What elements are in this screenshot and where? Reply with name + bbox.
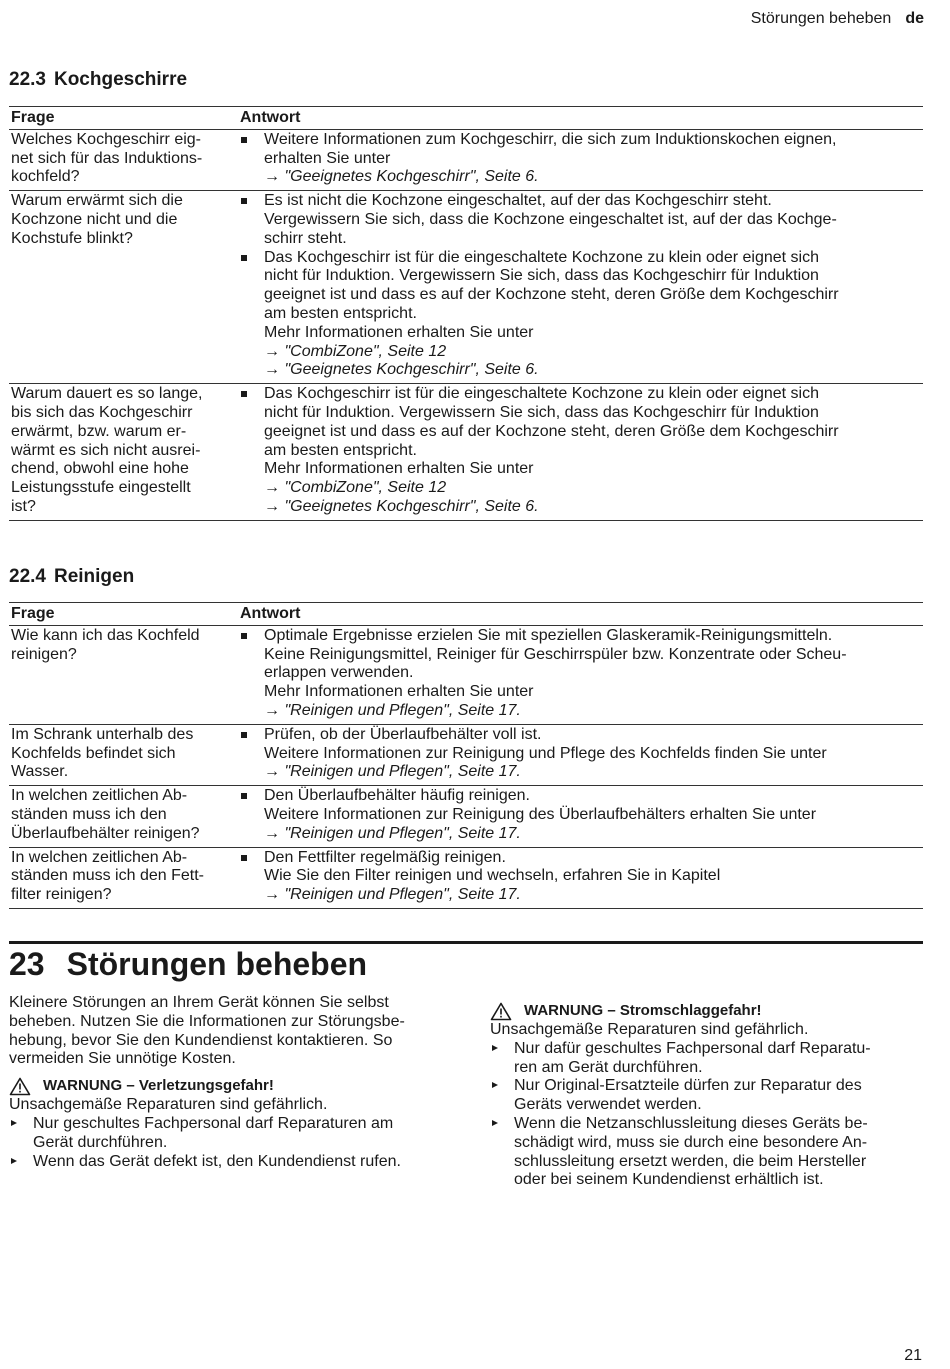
chapter-number: 23 <box>9 946 45 982</box>
left-column <box>9 994 449 1171</box>
cross-reference-link[interactable]: → "Geeignetes Kochgeschirr", Seite 6. <box>264 361 539 379</box>
table-header-row <box>9 107 923 130</box>
cross-reference-link[interactable]: → "CombiZone", Seite 12 <box>264 342 447 360</box>
chapter-title-text: Störungen beheben <box>66 946 368 982</box>
list-item: Nur dafür geschultes Fachpersonal darf Reparatu- ren am Gerät durchführen. <box>490 1040 920 1078</box>
section-title-text: Kochgeschirre <box>53 69 188 90</box>
table-row <box>9 129 923 190</box>
arrow-right-icon: → <box>264 497 285 515</box>
warning-triangle-icon <box>9 1077 31 1096</box>
arrow-right-icon: → <box>264 886 285 904</box>
arrow-right-icon: → <box>264 479 285 497</box>
answer-item: Das Kochgeschirr ist für die eingeschaltete Kochzone zu klein oder eignet sich nicht für Induktion. Vergewissern Sie sich, dass das Kochgeschirr für Induktion geeignet ist und dass es auf der Kochzone steht, deren Größe dem Kochgeschirr am besten entspricht. Mehr Informationen erhalten Sie unter → "CombiZone", Seite 12 → "Geeignetes Kochgeschirr", Seite 6. <box>240 385 921 517</box>
table-row <box>9 625 923 724</box>
cross-reference-link[interactable]: → "Geeignetes Kochgeschirr", Seite 6. <box>264 168 539 186</box>
question-cell: Warum erwärmt sich die Kochzone nicht und die Kochstufe blinkt? <box>9 191 238 384</box>
warning-list-injury <box>9 1115 449 1171</box>
answer-item: Das Kochgeschirr ist für die eingeschaltete Kochzone zu klein oder eignet sich nicht für Induktion. Vergewissern Sie sich, dass das Kochgeschirr für Induktion geeignet ist und dass es auf der Kochzone steht, deren Größe dem Kochgeschirr am besten entspricht. Mehr Informationen erhalten Sie unter → "CombiZone", Seite 12 → "Geeignetes Kochgeschirr", Seite 6. <box>240 249 921 381</box>
answer-cell <box>238 786 923 847</box>
answer-cell <box>238 384 923 521</box>
column-header-answer: Antwort <box>238 603 923 626</box>
chapter-title <box>9 946 367 983</box>
chapter-intro: Kleinere Störungen an Ihrem Gerät können Sie selbst beheben. Nutzen Sie die Informationen zur Störungsbe- hebung, bevor Sie den Kundendienst kontaktieren. So vermeiden Sie unnötige Kosten. <box>9 994 405 1068</box>
question-cell: In welchen zeitlichen Ab- ständen muss ich den Überlaufbehälter reinigen? <box>9 786 238 847</box>
cross-reference-link[interactable]: → "Reinigen und Pflegen", Seite 17. <box>264 886 521 904</box>
list-item: Nur geschultes Fachpersonal darf Reparaturen am Gerät durchführen. <box>9 1115 449 1153</box>
warning-title-injury: WARNUNG – Verletzungsgefahr! <box>9 1077 449 1096</box>
answer-cell <box>238 724 923 785</box>
warning-triangle-icon <box>490 1002 512 1021</box>
list-item: Wenn das Gerät defekt ist, den Kundendienst rufen. <box>9 1153 449 1172</box>
arrow-right-icon: → <box>264 361 285 379</box>
table-header-row <box>9 603 923 626</box>
chapter-divider <box>9 941 923 944</box>
list-item: Nur Original-Ersatzteile dürfen zur Reparatur des Geräts verwendet werden. <box>490 1077 920 1115</box>
answer-cell <box>238 129 923 190</box>
cross-reference-link[interactable]: → "CombiZone", Seite 12 <box>264 479 447 497</box>
column-header-answer: Antwort <box>238 107 923 130</box>
section-title-22-4 <box>9 566 134 588</box>
arrow-right-icon: → <box>264 342 285 360</box>
section-title-text: Reinigen <box>53 566 135 587</box>
answer-item: Den Fettfilter regelmäßig reinigen. Wie Sie den Filter reinigen und wechseln, erfahren Sie in Kapitel → "Reinigen und Pflegen", Seite 17. <box>240 849 921 905</box>
question-cell: Warum dauert es so lange, bis sich das Kochgeschirr erwärmt, bzw. warum er- wärmt es sich nicht ausrei- chend, obwohl eine hohe Leistungsstufe eingestellt ist? <box>9 384 238 521</box>
page-number: 21 <box>904 1347 922 1364</box>
table-row <box>9 191 923 384</box>
answer-cell <box>238 847 923 908</box>
question-cell: Im Schrank unterhalb des Kochfelds befindet sich Wasser. <box>9 724 238 785</box>
warning-text-electric-shock: Unsachgemäße Reparaturen sind gefährlich. <box>490 1021 809 1038</box>
question-cell: Wie kann ich das Kochfeld reinigen? <box>9 625 238 724</box>
answer-item: Den Überlaufbehälter häufig reinigen. Weitere Informationen zur Reinigung des Überlaufbehälters erhalten Sie unter → "Reinigen und Pflegen", Seite 17. <box>240 787 921 843</box>
arrow-right-icon: → <box>264 824 285 842</box>
section-number: 22.3 <box>9 69 46 90</box>
answer-item: Prüfen, ob der Überlaufbehälter voll ist. Weitere Informationen zur Reinigung und Pflege des Kochfelds finden Sie unter → "Reinigen und Pflegen", Seite 17. <box>240 726 921 782</box>
question-cell: In welchen zeitlichen Ab- ständen muss ich den Fett- filter reinigen? <box>9 847 238 908</box>
cross-reference-link[interactable]: → "Geeignetes Kochgeschirr", Seite 6. <box>264 497 539 515</box>
warning-text-injury: Unsachgemäße Reparaturen sind gefährlich. <box>9 1096 328 1114</box>
section-title-22-3 <box>9 69 187 91</box>
answer-item: Optimale Ergebnisse erzielen Sie mit speziellen Glaskeramik-Reinigungsmitteln. Keine Reinigungsmittel, Reiniger für Geschirrspüler bzw. Konzentrate oder Scheu- erlappen verwenden. Mehr Informationen erhalten Sie unter → "Reinigen und Pflegen", Seite 17. <box>240 627 921 721</box>
arrow-right-icon: → <box>264 701 285 719</box>
table-row <box>9 786 923 847</box>
header-title: Störungen beheben <box>750 10 892 27</box>
faq-table-reinigen <box>9 602 923 909</box>
answer-cell <box>238 625 923 724</box>
section-number: 22.4 <box>9 566 46 587</box>
faq-table-kochgeschirre <box>9 106 923 521</box>
arrow-right-icon: → <box>264 763 285 781</box>
warning-title-electric-shock: WARNUNG – Stromschlaggefahr! <box>490 1002 920 1021</box>
cross-reference-link[interactable]: → "Reinigen und Pflegen", Seite 17. <box>264 824 521 842</box>
list-item: Wenn die Netzanschlussleitung dieses Geräts be- schädigt wird, muss sie durch eine besondere An- schlussleitung ersetzt werden, die beim Hersteller oder bei seinem Kundendienst erhältlich ist. <box>490 1115 920 1190</box>
column-header-question: Frage <box>9 603 238 626</box>
column-header-question: Frage <box>9 107 238 130</box>
answer-item: Weitere Informationen zum Kochgeschirr, die sich zum Induktionskochen eignen, erhalten Sie unter → "Geeignetes Kochgeschirr", Seite 6. <box>240 131 921 187</box>
arrow-right-icon: → <box>264 168 285 186</box>
page-header <box>751 10 924 28</box>
answer-cell <box>238 191 923 384</box>
right-column <box>490 1002 920 1190</box>
cross-reference-link[interactable]: → "Reinigen und Pflegen", Seite 17. <box>264 701 521 719</box>
table-row <box>9 724 923 785</box>
header-language: de <box>905 10 924 27</box>
table-row <box>9 847 923 908</box>
cross-reference-link[interactable]: → "Reinigen und Pflegen", Seite 17. <box>264 763 521 781</box>
question-cell: Welches Kochgeschirr eig- net sich für das Induktions- kochfeld? <box>9 129 238 190</box>
answer-item: Es ist nicht die Kochzone eingeschaltet, auf der das Kochgeschirr steht. Vergewissern Sie sich, dass die Kochzone eingeschaltet ist, auf der das Kochge- schirr steht. <box>240 192 921 248</box>
warning-list-electric-shock <box>490 1040 920 1190</box>
table-row <box>9 384 923 521</box>
